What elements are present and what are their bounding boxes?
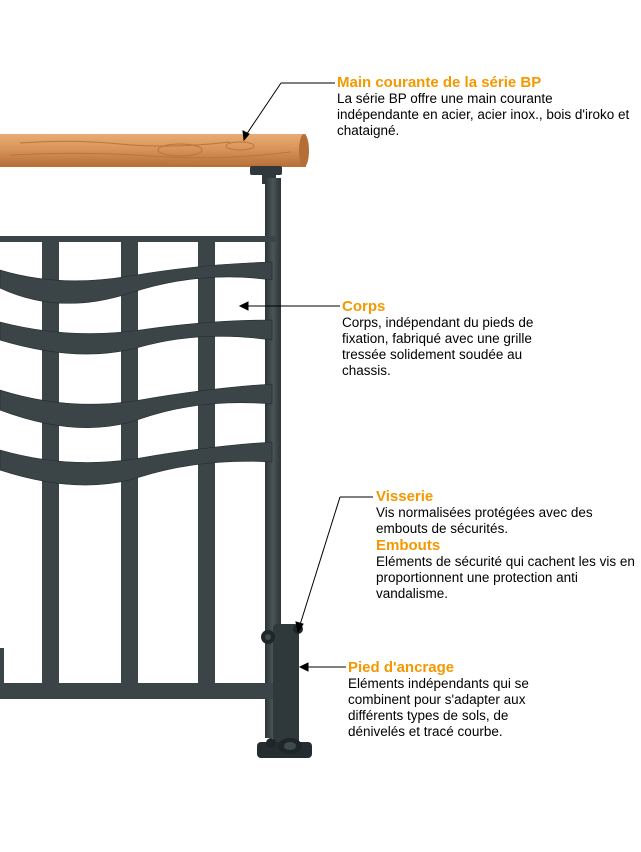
callout-handrail — [337, 74, 637, 139]
top-rail — [0, 236, 278, 242]
callout-body-title: Corps — [342, 298, 386, 315]
callout-body-desc: Corps, indépendant du pieds de fixation, fabriqué avec une grille tressée solidement soudée au chassis. — [342, 315, 534, 378]
callout-anchor — [348, 659, 568, 740]
callout-caps-desc: Eléments de sécurité qui cachent les vis en proportionnent une protection anti vandalisme. — [376, 554, 635, 601]
callout-screws — [376, 488, 638, 602]
callout-handrail-title: Main courante de la série BP — [337, 74, 542, 91]
callout-handrail-desc: La série BP offre une main courante indépendante en acier, acier inox., bois d'iroko et chataigné. — [337, 91, 630, 138]
callout-caps-title: Embouts — [376, 537, 441, 554]
callout-screws-desc: Vis normalisées protégées avec des embouts de sécurités. — [376, 505, 593, 536]
callout-anchor-desc: Eléments indépendants qui se combinent pour s'adapter aux différents types de sols, de dénivelés et tracé courbe. — [348, 676, 529, 739]
bottom-rail — [0, 683, 278, 699]
wooden-handrail — [0, 134, 309, 167]
callout-screws-title: Visserie — [376, 488, 434, 505]
callout-body — [342, 298, 562, 379]
callout-anchor-title: Pied d'ancrage — [348, 659, 455, 676]
